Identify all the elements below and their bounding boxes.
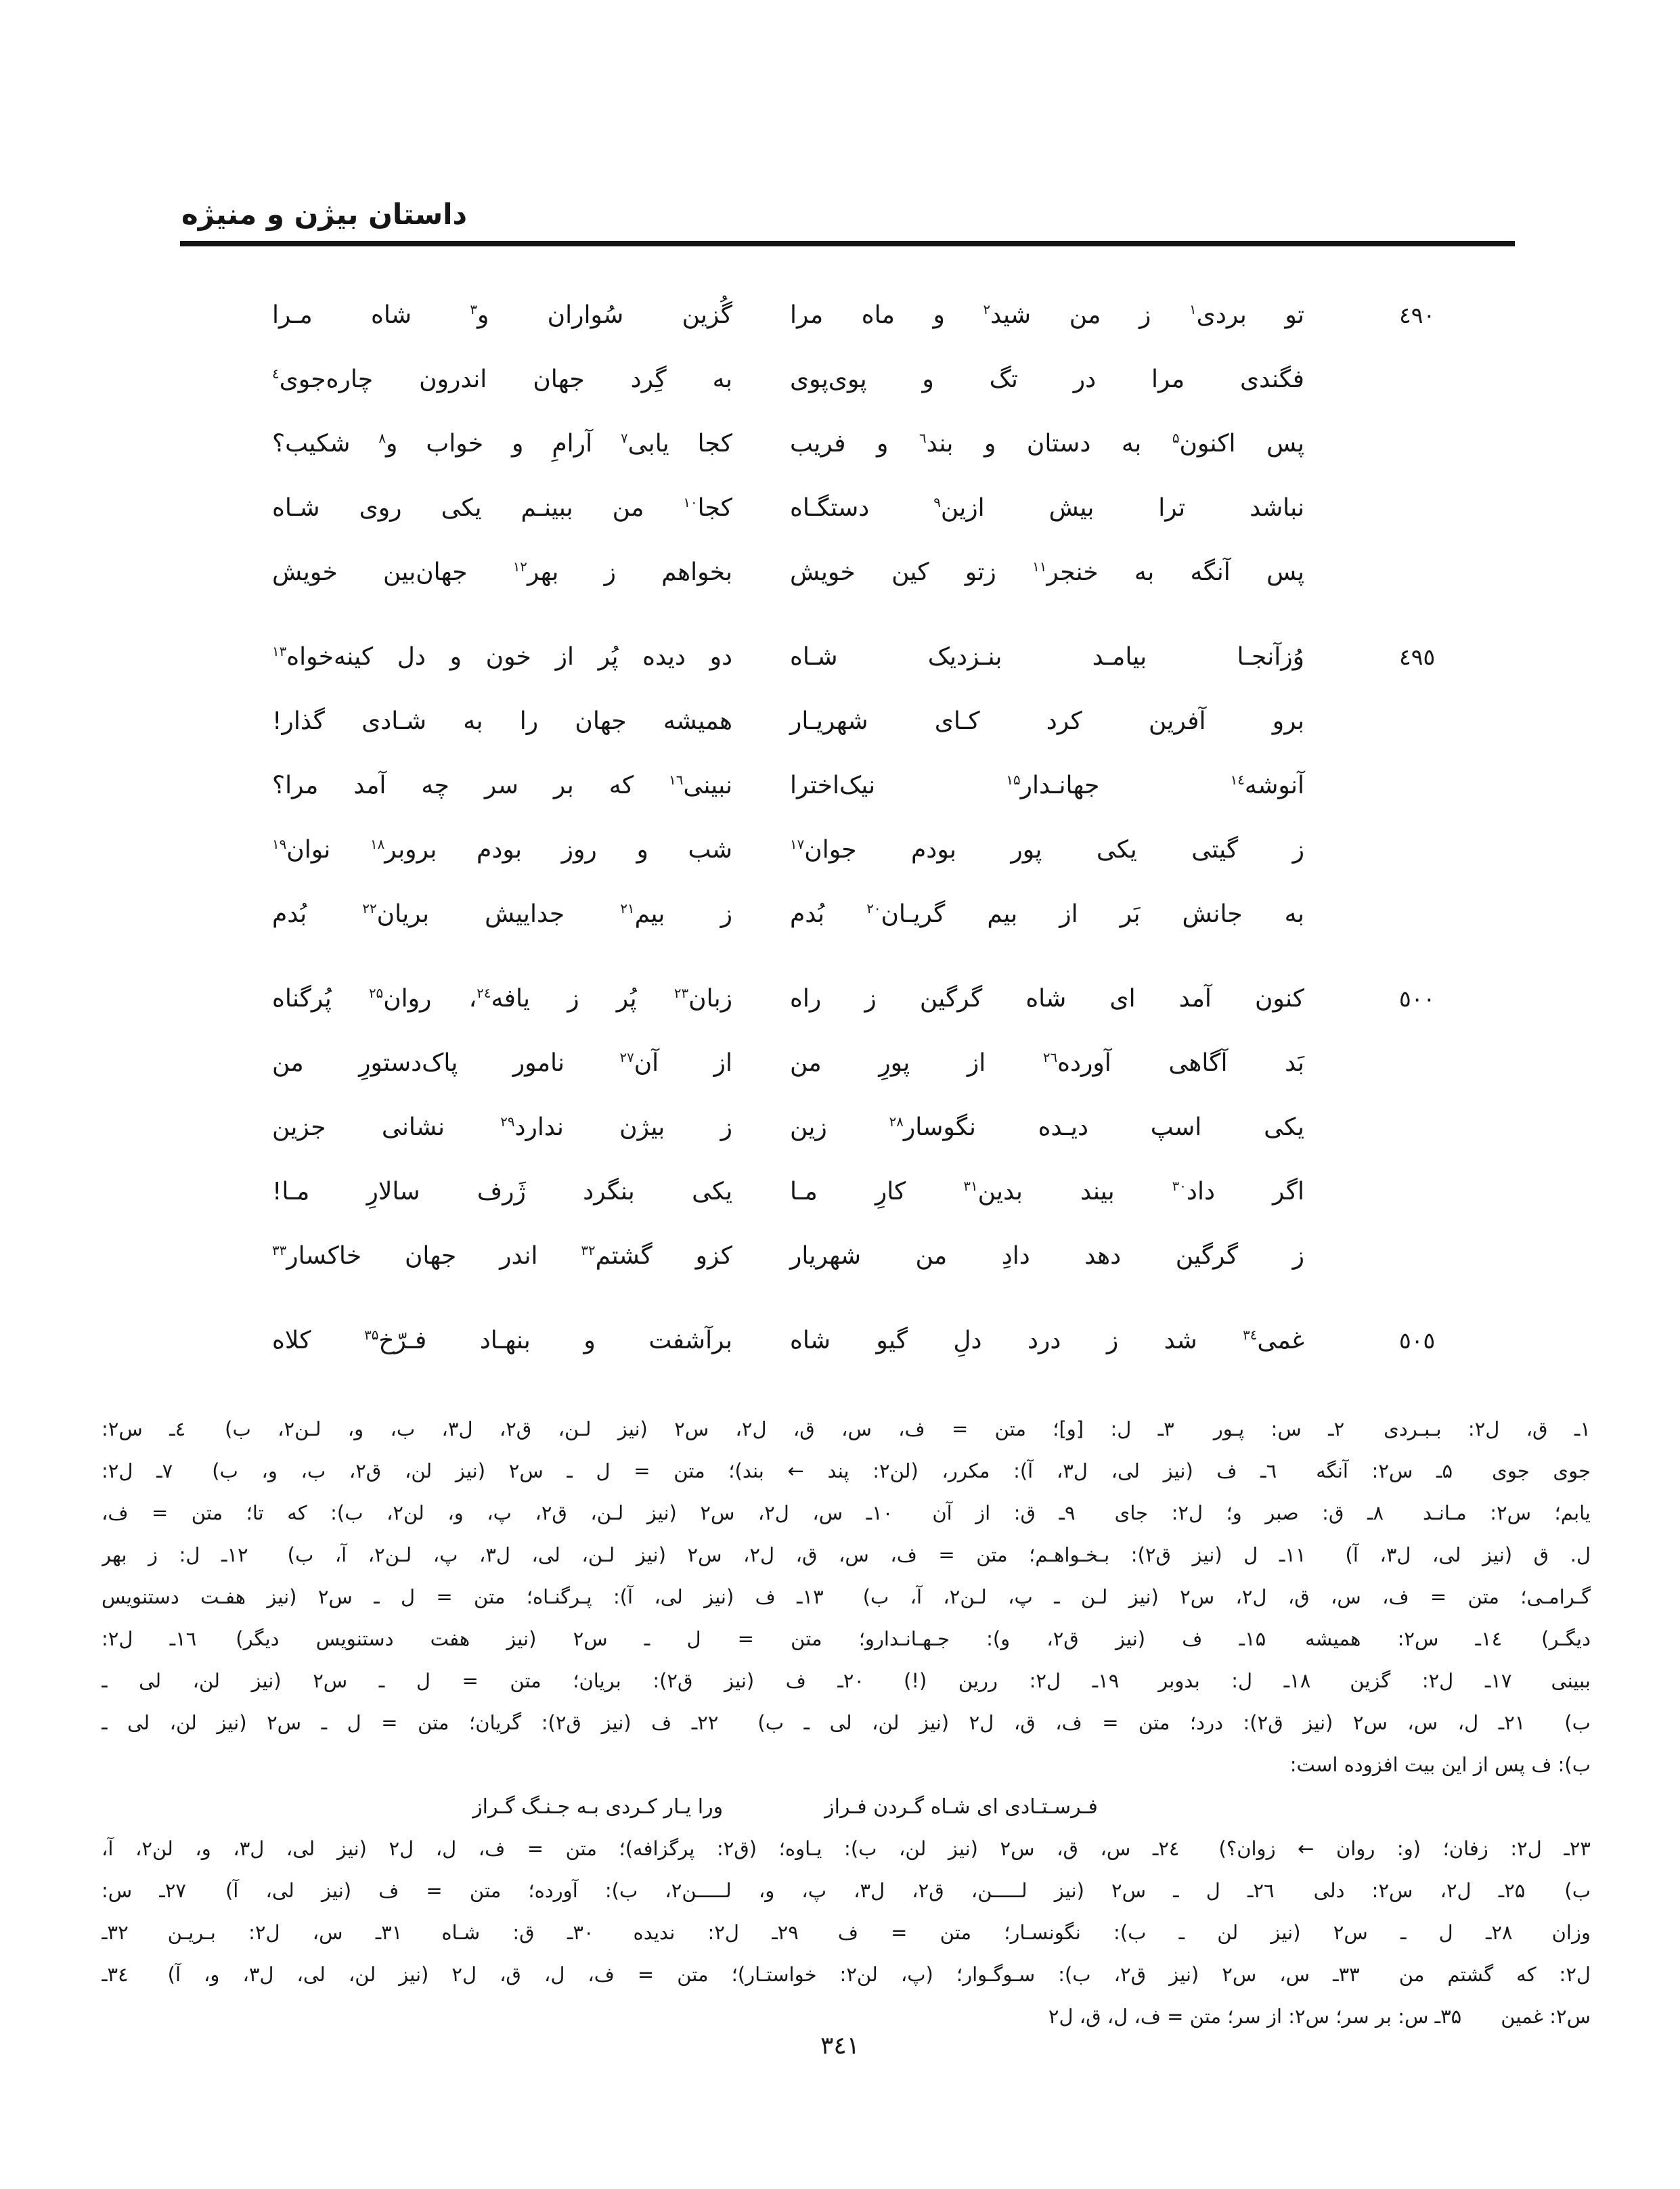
hemistich-right: برو آفرین کرد کـای شهریـار xyxy=(790,707,1304,735)
inserted-verse xyxy=(41,1786,1530,1828)
footnote-line: ۱ـ ق، ل۲: بـبـردی ۲ـ س: پـور ۳ـ ل: [و]؛ متن = ف، س، ق، ل۲، س۲ (نیز لـن، ق۲، ل۳، ب، و، لـن۲، ب) ٤ـ س۲: xyxy=(102,1417,1591,1440)
hemistich-left: ز بیژن ندارد$^{۲۹}$ نشانی جزین xyxy=(272,1113,732,1141)
couplet-row xyxy=(272,1159,1511,1224)
hemistich-left: بخواهم ز بهر$^{۱۲}$ جهان‌بین خویش xyxy=(272,558,732,586)
page-number: ٣٤١ xyxy=(820,2032,860,2060)
hemistich-left: نبینی$^{۱٦}$ که بر سر چه آمد مرا؟ xyxy=(272,772,732,799)
hemistich-left: کجا یابی$^۷$ آرامِ و خواب و$^۸$ شکیب؟ xyxy=(272,430,733,458)
hemistich-left: به گِرد جهان اندرون چاره‌جوی$^٤$ xyxy=(272,366,732,393)
footnote-line: گـرامـی؛ متن = ف، س، ق، ل۲، س۲ (نیز لـن ـ پ، لـن۲، آ، ب) ۱۳ـ ف (نیز لی، آ): پـرگنـاه؛ متن = ل ـ س۲ (نیز هفـت دستنویس xyxy=(102,1585,1591,1608)
page-title: داستان بیژن و منیژه xyxy=(181,198,468,231)
couplet-row xyxy=(272,540,1511,604)
hemistich-right: فگندی مرا در تگ و پوی‌پوی xyxy=(790,366,1304,393)
hemistich-left: کجا$^{۱۰}$ من ببینـم یکی روی شـاه xyxy=(272,494,732,522)
footnote-line: ل۲: که گشتم من ۳۳ـ س، س۲ (نیز ق۲، ب): سـوگـوار؛ (پ، لن۲: خواستـار)؛ متن = ف، ل، ق، ل۲ (نیز لن، لی، ل۳، و، آ) ۳٤ـ xyxy=(102,1963,1591,1986)
couplet-row xyxy=(272,283,1511,347)
footnote-line: وزان ۲۸ـ ل ـ س۲ (نیز لن ـ ب): نگونسـار؛ متن = ف ۲۹ـ ل۲: ندیده ۳۰ـ ق: شـاه ۳۱ـ س، ل۲: بـریـن ۳۲ـ xyxy=(102,1921,1591,1944)
hemistich-right: آنوشه$^{۱٤}$ جهانـدار$^{۱۵}$ نیک‌اخترا xyxy=(790,772,1305,799)
footnote-line: س۲: غمین ۳۵ـ س: بر سر؛ س۲: از سر؛ متن = ف، ل، ق، ل۲ xyxy=(1048,2005,1591,2028)
hemistich-left: از آن$^{۲۷}$ نامور پاک‌دستورِ من xyxy=(272,1049,732,1077)
hemistich-left: یکی بنگرد ژَرف سالارِ مـا! xyxy=(272,1178,732,1206)
hemistich-right: پس آنگه به خنجر$^{۱۱}$ زتو کین خویش xyxy=(790,558,1304,586)
verse-block-495 xyxy=(272,625,1511,946)
couplet-row xyxy=(272,882,1511,946)
hemistich-right: وُزآنجـا بیامـد بنـزدیک شـاه xyxy=(790,643,1304,671)
couplet-row xyxy=(272,1095,1511,1159)
hemistich-right: پس اکنون$^۵$ به دستان و بند$^٦$ و فریب xyxy=(790,430,1304,458)
footnote-line: ب) ۲۵ـ ل۲، س۲: دلی ۲٦ـ ل ـ س۲ (نیز لـــــن، ق۲، ل۳، پ، و، لـــــن۲، ب): آورده؛ متن = ف (نیز لی، آ) ۲۷ـ س: xyxy=(102,1879,1591,1902)
footnote-line: ل. ق (نیز لی، ل۳، آ) ۱۱ـ ل (نیز ق۲): بـخـواهـم؛ متن = ف، س، ق، ل۲، س۲ (نیز لـن، لی، ل۳، پ، لـن۲، آ، ب) ۱۲ـ ل: ز بهر xyxy=(102,1543,1591,1566)
hemistich-left: گُزین سُواران و$^۳$ شاه مـرا xyxy=(272,301,732,329)
couplet-row xyxy=(272,412,1511,476)
verse-number: ٤٩٥ xyxy=(1399,644,1436,670)
verse-number: ٤٩٠ xyxy=(1399,302,1436,328)
inserted-verse-left: ورا یـار کـردی بـه جـنـگ گـراز xyxy=(472,1794,724,1819)
verse-number: ٥٠٠ xyxy=(1399,986,1436,1012)
couplet-row xyxy=(272,1224,1511,1288)
hemistich-right: غمی$^{۳٤}$ شد ز درد دلِ گیو شاه xyxy=(790,1327,1304,1354)
hemistich-left: کزو گشتم$^{۳۲}$ اندر جهان خاکسار$^{۳۳}$ xyxy=(272,1242,732,1270)
hemistich-right: کنون آمد ای شاه گرگین ز راه xyxy=(790,985,1304,1013)
hemistich-right: تو بردی$^۱$ ز من شید$^۲$ و ماه مرا xyxy=(790,301,1305,329)
couplet-row xyxy=(272,753,1511,818)
verse-block-500 xyxy=(272,967,1511,1288)
verse-number: ٥٠٥ xyxy=(1399,1327,1436,1354)
footnote-line: جوی جوی ۵ـ س۲: آنگه ٦ـ ف (نیز لی، ل۳، آ): مکرر، (لن۲: پند ← بند)؛ متن = ل ـ س۲ (نیز لن، ق۲، ب، و، ب) ۷ـ ل۲: xyxy=(102,1459,1591,1482)
couplet-row xyxy=(272,818,1511,882)
hemistich-right: به جانش بَر از بیم گریـان$^{۲۰}$ بُدم xyxy=(790,900,1304,928)
couplet-row xyxy=(272,1031,1511,1095)
hemistich-left: دو دیده پُر از خون و دل کینه‌خواه$^{۱۳}$ xyxy=(272,643,732,671)
footnote-line: ب): ف پس از این بیت افزوده است: xyxy=(1289,1753,1591,1776)
hemistich-right: ز گرگین دهد دادِ من شهریار xyxy=(790,1242,1304,1270)
footnote-line: دیگـر) ۱٤ـ س۲: همیشه ۱۵ـ ف (نیز ق۲، و): جـهـانـدارو؛ متن = ل ـ س۲ (نیز هفت دستنویس دیگر) ۱٦ـ ل۲: xyxy=(102,1627,1591,1650)
verse-block-505 xyxy=(272,1308,1511,1373)
footnote-line: ببینی ۱۷ـ ل۲: گزین ۱۸ـ ل: بدوبر ۱۹ـ ل۲: ررین (!) ۲۰ـ ف (نیز ق۲): بریان؛ متن = ل ـ س۲ (نیز لن، لی ـ xyxy=(102,1669,1591,1692)
couplet-row xyxy=(272,1308,1511,1373)
couplet-row xyxy=(272,347,1511,412)
hemistich-left: برآشفت و بنهـاد فـرّخ$^{۳۵}$ کلاه xyxy=(272,1327,732,1354)
inserted-verse-right: فـرسـتـادی ای شـاه گـردن فـراز xyxy=(824,1794,1098,1819)
hemistich-right: یکی اسپ دیـده نگوسار$^{۲۸}$ زین xyxy=(790,1113,1304,1141)
critical-apparatus xyxy=(102,1408,1591,2037)
hemistich-left: همیشه جهان را به شـادی گذار! xyxy=(272,707,732,735)
couplet-row xyxy=(272,689,1511,753)
footnote-line: ۲۳ـ ل۲: زفان؛ (و: روان ← زوان؟) ۲٤ـ س، ق، س۲ (نیز لن، ب): یـاوه؛ (ق۲: پرگزافه)؛ متن = ف، ل، ل۲ (نیز لی، ل۳، و، لن۲، آ، xyxy=(102,1837,1591,1860)
verse-block-490 xyxy=(272,283,1511,604)
hemistich-right: اگر داد$^{۳۰}$ بیند بدین$^{۳۱}$ کارِ مـا xyxy=(790,1178,1305,1206)
hemistich-left: شب و روز بودم بروبر$^{۱۸}$ نوان$^{۱۹}$ xyxy=(272,836,732,864)
hemistich-right: نباشد ترا بیش ازین$^۹$ دستگـاه xyxy=(790,494,1304,522)
hemistich-left: زبان$^{۲۳}$ پُر ز یافه$^{۲٤}$، روان$^{۲۵}$ پُرگناه xyxy=(272,985,732,1013)
hemistich-right: ز گیتی یکی پور بودم جوان$^{۱۷}$ xyxy=(790,836,1304,864)
hemistich-left: ز بیم$^{۲۱}$ جداییش بریان$^{۲۲}$ بُدم xyxy=(272,900,732,928)
couplet-row xyxy=(272,476,1511,540)
footnote-line: ب) ۲۱ـ ل، س، س۲ (نیز ق۲): درد؛ متن = ف، ق، ل۲ (نیز لن، لی ـ ب) ۲۲ـ ف (نیز ق۲): گریان؛ متن = ل ـ س۲ (نیز لن، لی ـ xyxy=(102,1711,1591,1734)
poem xyxy=(272,283,1511,1393)
hemistich-right: بَد آگاهی آورده$^{۲٦}$ از پورِ من xyxy=(790,1049,1304,1077)
header-rule xyxy=(180,241,1515,246)
footnote-line: یابم؛ س۲: مـانـد ۸ـ ق: صبر و؛ ل۲: جای ۹ـ ق: از آن ۱۰ـ س، ل۲، س۲ (نیز لـن، ق۲، پ، و، لن۲، ب): که تا؛ متن = ف، xyxy=(102,1501,1591,1524)
couplet-row xyxy=(272,625,1511,689)
couplet-row xyxy=(272,967,1511,1031)
